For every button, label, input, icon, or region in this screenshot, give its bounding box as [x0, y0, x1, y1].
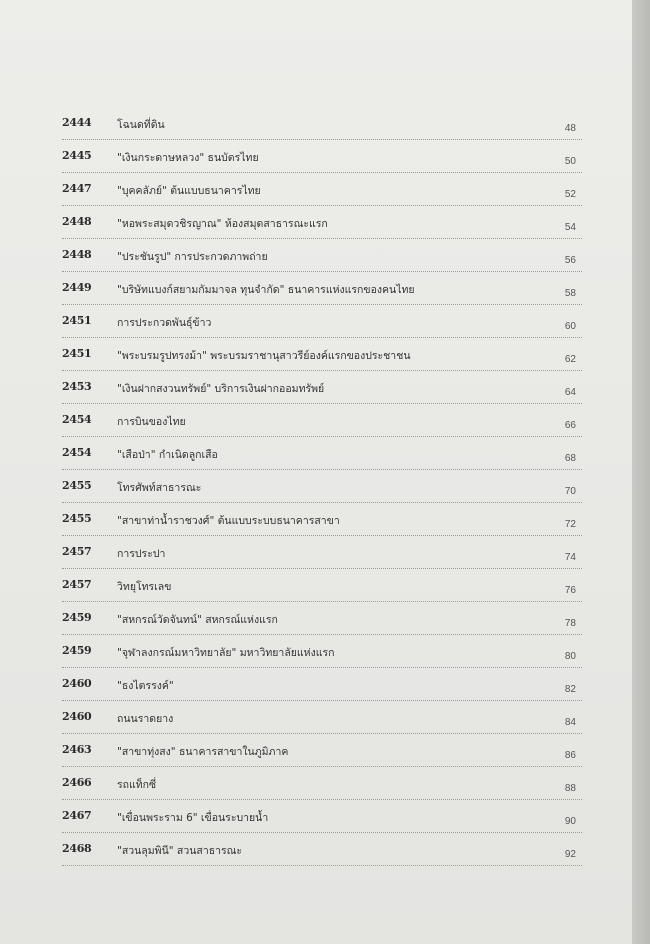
toc-year: 2454	[62, 413, 92, 426]
dotted-leader	[62, 865, 582, 866]
toc-year: 2449	[62, 281, 92, 294]
dotted-leader	[62, 172, 582, 173]
toc-year: 2455	[62, 479, 92, 492]
toc-year: 2459	[62, 611, 92, 624]
toc-title: การบินของไทย	[117, 416, 186, 428]
toc-title: "เสือป่า" กำเนิดลูกเสือ	[117, 449, 218, 461]
dotted-leader	[62, 832, 582, 833]
toc-year: 2451	[62, 347, 92, 360]
toc-page-number: 90	[564, 816, 576, 827]
toc-title: "บริษัทแบงก์สยามกัมมาจล ทุนจำกัด" ธนาคารแห่งแรกของคนไทย	[117, 284, 415, 296]
table-of-contents	[62, 113, 582, 872]
toc-title: "จุฬาลงกรณ์มหาวิทยาลัย" มหาวิทยาลัยแห่งแรก	[117, 647, 335, 659]
toc-entry	[62, 674, 582, 707]
toc-page-number: 50	[564, 156, 576, 167]
toc-entry	[62, 641, 582, 674]
toc-title: "เงินฝากสงวนทรัพย์" บริการเงินฝากออมทรัพย์	[117, 383, 325, 395]
toc-title: โทรศัพท์สาธารณะ	[117, 482, 202, 494]
page-edge	[632, 0, 650, 944]
dotted-leader	[62, 436, 582, 437]
toc-year: 2448	[62, 248, 92, 261]
toc-page-number: 86	[564, 750, 576, 761]
toc-title: การประปา	[117, 548, 166, 560]
toc-title: รถแท็กซี่	[117, 779, 157, 791]
toc-page-number: 60	[564, 321, 576, 332]
toc-year: 2455	[62, 512, 92, 525]
toc-page-number: 92	[564, 849, 576, 860]
toc-page-number: 68	[564, 453, 576, 464]
toc-entry	[62, 245, 582, 278]
dotted-leader	[62, 634, 582, 635]
toc-page-number: 48	[564, 123, 576, 134]
dotted-leader	[62, 766, 582, 767]
toc-page-number: 88	[564, 783, 576, 794]
dotted-leader	[62, 568, 582, 569]
toc-page-number: 74	[564, 552, 576, 563]
toc-year: 2454	[62, 446, 92, 459]
toc-page-number: 52	[564, 189, 576, 200]
toc-entry	[62, 608, 582, 641]
toc-entry	[62, 212, 582, 245]
toc-year: 2457	[62, 578, 92, 591]
dotted-leader	[62, 271, 582, 272]
toc-page-number: 56	[564, 255, 576, 266]
toc-title: "บุคคลัภย์" ต้นแบบธนาคารไทย	[117, 185, 261, 197]
dotted-leader	[62, 469, 582, 470]
toc-year: 2451	[62, 314, 92, 327]
toc-entry	[62, 443, 582, 476]
toc-entry	[62, 344, 582, 377]
dotted-leader	[62, 799, 582, 800]
toc-year: 2463	[62, 743, 92, 756]
dotted-leader	[62, 700, 582, 701]
toc-title: โฉนดที่ดิน	[117, 119, 165, 131]
dotted-leader	[62, 601, 582, 602]
toc-page-number: 80	[564, 651, 576, 662]
toc-year: 2466	[62, 776, 92, 789]
dotted-leader	[62, 205, 582, 206]
toc-title: ถนนราดยาง	[117, 713, 174, 725]
toc-year: 2448	[62, 215, 92, 228]
toc-entry	[62, 179, 582, 212]
toc-entry	[62, 278, 582, 311]
dotted-leader	[62, 502, 582, 503]
toc-page-number: 64	[564, 387, 576, 398]
toc-year: 2460	[62, 677, 92, 690]
toc-title: "สวนลุมพินี" สวนสาธารณะ	[117, 845, 243, 857]
toc-entry	[62, 509, 582, 542]
dotted-leader	[62, 667, 582, 668]
toc-entry	[62, 575, 582, 608]
toc-title: การประกวดพันธุ์ข้าว	[117, 317, 212, 329]
toc-year: 2468	[62, 842, 92, 855]
toc-entry	[62, 740, 582, 773]
toc-page-number: 78	[564, 618, 576, 629]
toc-entry	[62, 707, 582, 740]
toc-entry	[62, 311, 582, 344]
toc-title: "เงินกระดาษหลวง" ธนบัตรไทย	[117, 152, 259, 164]
toc-entry	[62, 377, 582, 410]
toc-title: "สาขาทุ่งสง" ธนาคารสาขาในภูมิภาค	[117, 746, 289, 758]
dotted-leader	[62, 139, 582, 140]
toc-page-number: 54	[564, 222, 576, 233]
toc-entry	[62, 146, 582, 179]
toc-page-number: 62	[564, 354, 576, 365]
toc-title: "พระบรมรูปทรงม้า" พระบรมราชานุสาวรีย์องค์แรกของประชาชน	[117, 350, 411, 362]
dotted-leader	[62, 370, 582, 371]
toc-title: "ประชันรูป" การประกวดภาพถ่าย	[117, 251, 268, 263]
toc-entry	[62, 476, 582, 509]
toc-entry	[62, 542, 582, 575]
toc-page-number: 66	[564, 420, 576, 431]
dotted-leader	[62, 733, 582, 734]
dotted-leader	[62, 337, 582, 338]
toc-page-number: 70	[564, 486, 576, 497]
toc-entry	[62, 806, 582, 839]
dotted-leader	[62, 238, 582, 239]
toc-year: 2467	[62, 809, 92, 822]
toc-title: วิทยุโทรเลข	[117, 581, 172, 593]
dotted-leader	[62, 403, 582, 404]
toc-entry	[62, 773, 582, 806]
dotted-leader	[62, 535, 582, 536]
toc-title: "ธงไตรรงค์"	[117, 680, 174, 692]
toc-page-number: 84	[564, 717, 576, 728]
toc-title: "เขื่อนพระราม 6" เขื่อนระบายน้ำ	[117, 812, 269, 824]
dotted-leader	[62, 304, 582, 305]
toc-page-number: 58	[564, 288, 576, 299]
toc-title: "สหกรณ์วัดจันทน์" สหกรณ์แห่งแรก	[117, 614, 278, 626]
toc-entry	[62, 839, 582, 872]
toc-page-number: 76	[564, 585, 576, 596]
toc-year: 2459	[62, 644, 92, 657]
toc-year: 2460	[62, 710, 92, 723]
toc-entry	[62, 113, 582, 146]
toc-year: 2453	[62, 380, 92, 393]
toc-title: "สาขาท่าน้ำราชวงศ์" ต้นแบบระบบธนาคารสาขา	[117, 515, 340, 527]
toc-page-number: 82	[564, 684, 576, 695]
toc-year: 2447	[62, 182, 92, 195]
toc-year: 2457	[62, 545, 92, 558]
toc-entry	[62, 410, 582, 443]
toc-page-number: 72	[564, 519, 576, 530]
toc-year: 2445	[62, 149, 92, 162]
toc-title: "หอพระสมุดวชิรญาณ" ห้องสมุดสาธารณะแรก	[117, 218, 328, 230]
toc-year: 2444	[62, 116, 92, 129]
